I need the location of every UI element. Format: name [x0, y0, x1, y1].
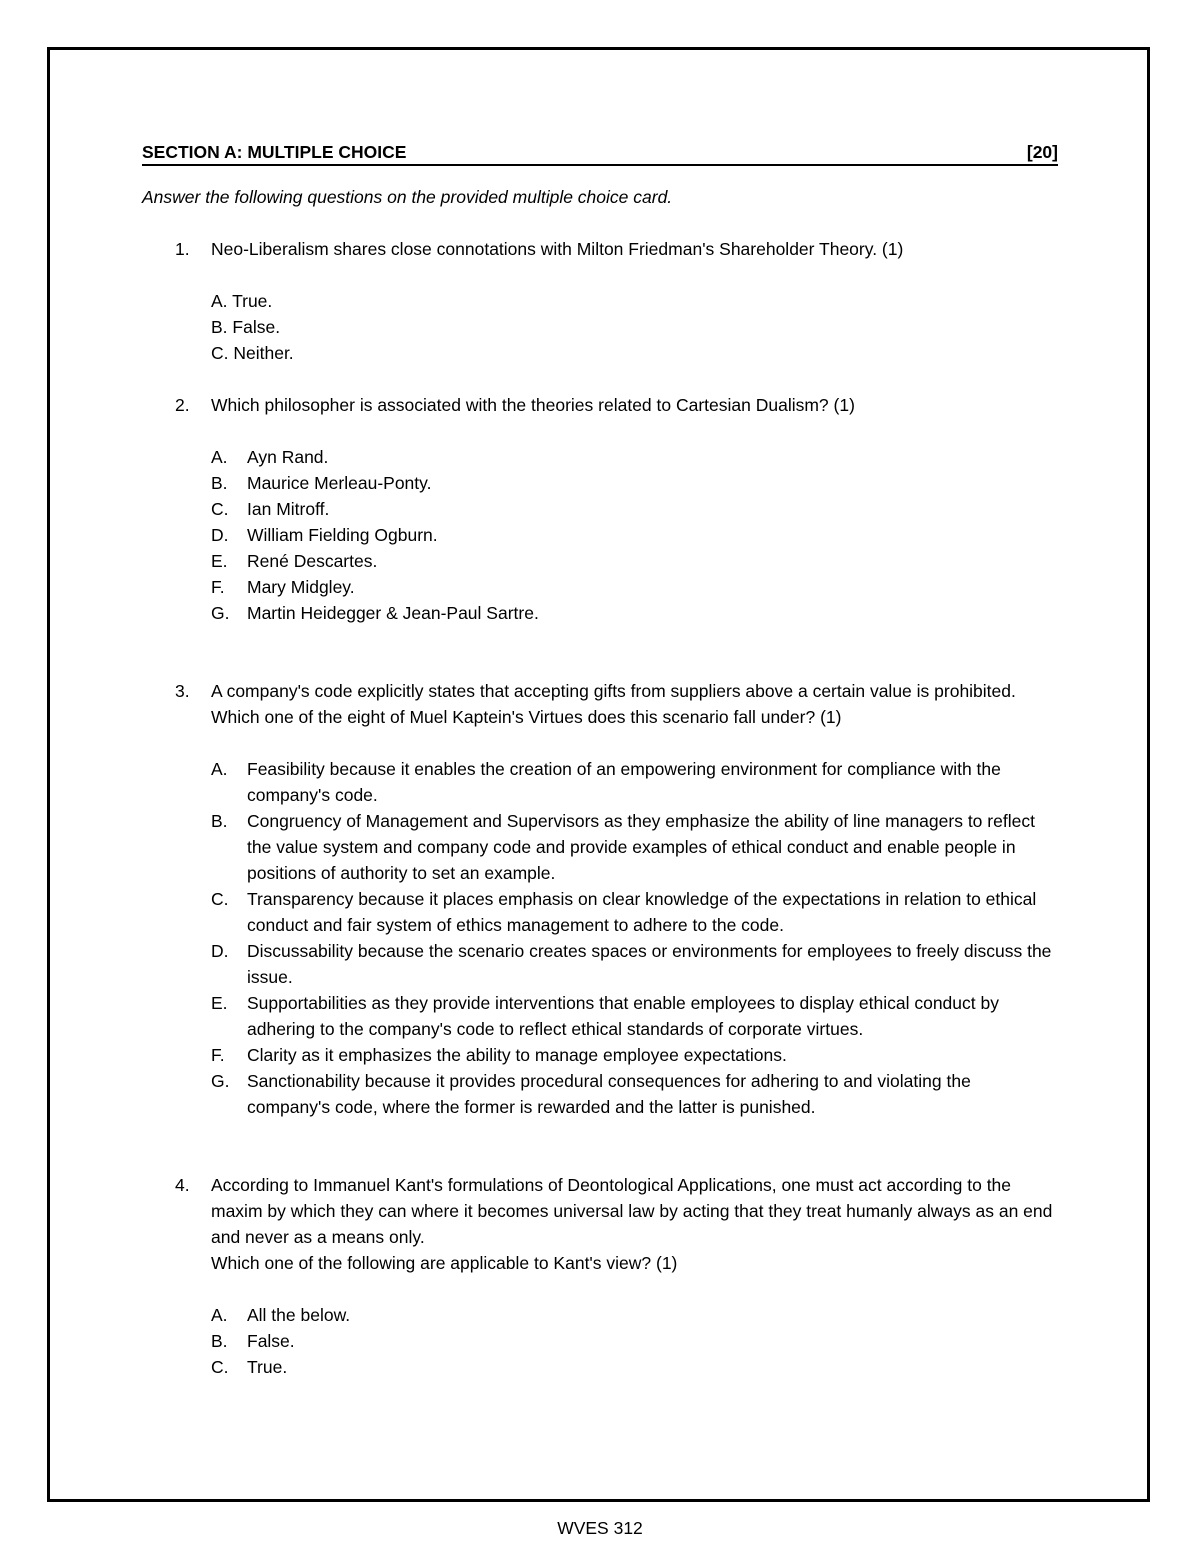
option-text: All the below. — [247, 1305, 351, 1325]
option-text: Ayn Rand. — [247, 447, 329, 467]
question-text: Neo-Liberalism shares close connotations with Milton Friedman's Shareholder Theory. (1) — [211, 239, 904, 259]
question-number: 1. — [175, 239, 190, 259]
option-a: A. True. — [211, 291, 273, 311]
option-d — [211, 522, 1058, 548]
question-3 — [175, 678, 1058, 730]
question-1-options — [211, 288, 1058, 366]
option-text: Feasibility because it enables the creation of an empowering environment for compliance with the company's code. — [247, 759, 1001, 805]
option-text: Congruency of Management and Supervisors as they emphasize the ability of line managers to reflect the value system and company code and provide examples of ethical conduct and enable people in positions of authority to set an example. — [247, 811, 1035, 883]
question-1 — [175, 236, 1058, 262]
option-b — [211, 808, 1058, 886]
option-letter: G. — [211, 1071, 230, 1091]
option-text: Discussability because the scenario creates spaces or environments for employees to freely discuss the issue. — [247, 941, 1052, 987]
option-d — [211, 938, 1058, 990]
option-letter: D. — [211, 525, 229, 545]
option-letter: A. — [211, 759, 228, 779]
option-f — [211, 1042, 1058, 1068]
option-text: René Descartes. — [247, 551, 378, 571]
option-c — [211, 496, 1058, 522]
option-text: Mary Midgley. — [247, 577, 355, 597]
question-text: Which philosopher is associated with the theories related to Cartesian Dualism? (1) — [211, 395, 855, 415]
option-letter: B. — [211, 811, 228, 831]
question-number: 4. — [175, 1175, 190, 1195]
option-letter: C. — [211, 1357, 229, 1377]
option-a — [211, 1302, 1058, 1328]
option-b — [211, 470, 1058, 496]
option-text: Martin Heidegger & Jean-Paul Sartre. — [247, 603, 539, 623]
option-text: William Fielding Ogburn. — [247, 525, 438, 545]
option-f — [211, 574, 1058, 600]
question-2-options — [211, 444, 1058, 626]
section-header — [142, 140, 1058, 166]
question-4-options — [211, 1302, 1058, 1380]
option-g — [211, 1068, 1058, 1120]
question-text-main: According to Immanuel Kant's formulations of Deontological Applications, one must act according to the maxim by which they can where it becomes universal law by acting that they treat humanly always as an end and never as a means only. — [211, 1175, 1053, 1247]
option-text: Ian Mitroff. — [247, 499, 330, 519]
option-a — [211, 756, 1058, 808]
option-letter: F. — [211, 577, 225, 597]
option-letter: G. — [211, 603, 230, 623]
option-a — [211, 444, 1058, 470]
question-text-prompt: Which one of the following are applicable to Kant's view? (1) — [211, 1253, 678, 1273]
question-3-options — [211, 756, 1058, 1120]
option-text: False. — [247, 1331, 295, 1351]
option-b: B. False. — [211, 317, 281, 337]
option-letter: E. — [211, 551, 228, 571]
option-text: Clarity as it emphasizes the ability to manage employee expectations. — [247, 1045, 787, 1065]
instructions: Answer the following questions on the provided multiple choice card. — [142, 187, 673, 207]
option-text: Maurice Merleau-Ponty. — [247, 473, 432, 493]
option-letter: B. — [211, 473, 228, 493]
option-letter: A. — [211, 447, 228, 467]
option-letter: E. — [211, 993, 228, 1013]
option-c — [211, 886, 1058, 938]
option-b — [211, 1328, 1058, 1354]
option-text: Supportabilities as they provide interventions that enable employees to display ethical conduct by adhering to the company's code to reflect ethical standards of corporate virtues. — [247, 993, 999, 1039]
question-number: 3. — [175, 681, 190, 701]
option-e — [211, 990, 1058, 1042]
option-c: C. Neither. — [211, 343, 294, 363]
page-footer: WVES 312 — [557, 1518, 643, 1538]
section-marks: [20] — [1026, 142, 1058, 162]
section-title: SECTION A: MULTIPLE CHOICE — [142, 142, 407, 162]
option-text: True. — [247, 1357, 288, 1377]
option-text: Transparency because it places emphasis on clear knowledge of the expectations in relation to ethical conduct and fair system of ethics management to adhere to the code. — [247, 889, 1037, 935]
option-letter: B. — [211, 1331, 228, 1351]
question-text: A company's code explicitly states that accepting gifts from suppliers above a certain value is prohibited. Which one of the eight of Muel Kaptein's Virtues does this scenario fall under? (1) — [211, 681, 1016, 727]
question-4 — [175, 1172, 1058, 1276]
option-letter: D. — [211, 941, 229, 961]
question-number: 2. — [175, 395, 190, 415]
option-letter: A. — [211, 1305, 228, 1325]
exam-content — [142, 140, 1058, 1380]
option-letter: F. — [211, 1045, 225, 1065]
question-text — [211, 1172, 1058, 1276]
option-text: Sanctionability because it provides procedural consequences for adhering to and violating the company's code, where the former is rewarded and the latter is punished. — [247, 1071, 971, 1117]
option-c — [211, 1354, 1058, 1380]
option-g — [211, 600, 1058, 626]
question-2 — [175, 392, 1058, 418]
option-e — [211, 548, 1058, 574]
option-letter: C. — [211, 889, 229, 909]
option-letter: C. — [211, 499, 229, 519]
